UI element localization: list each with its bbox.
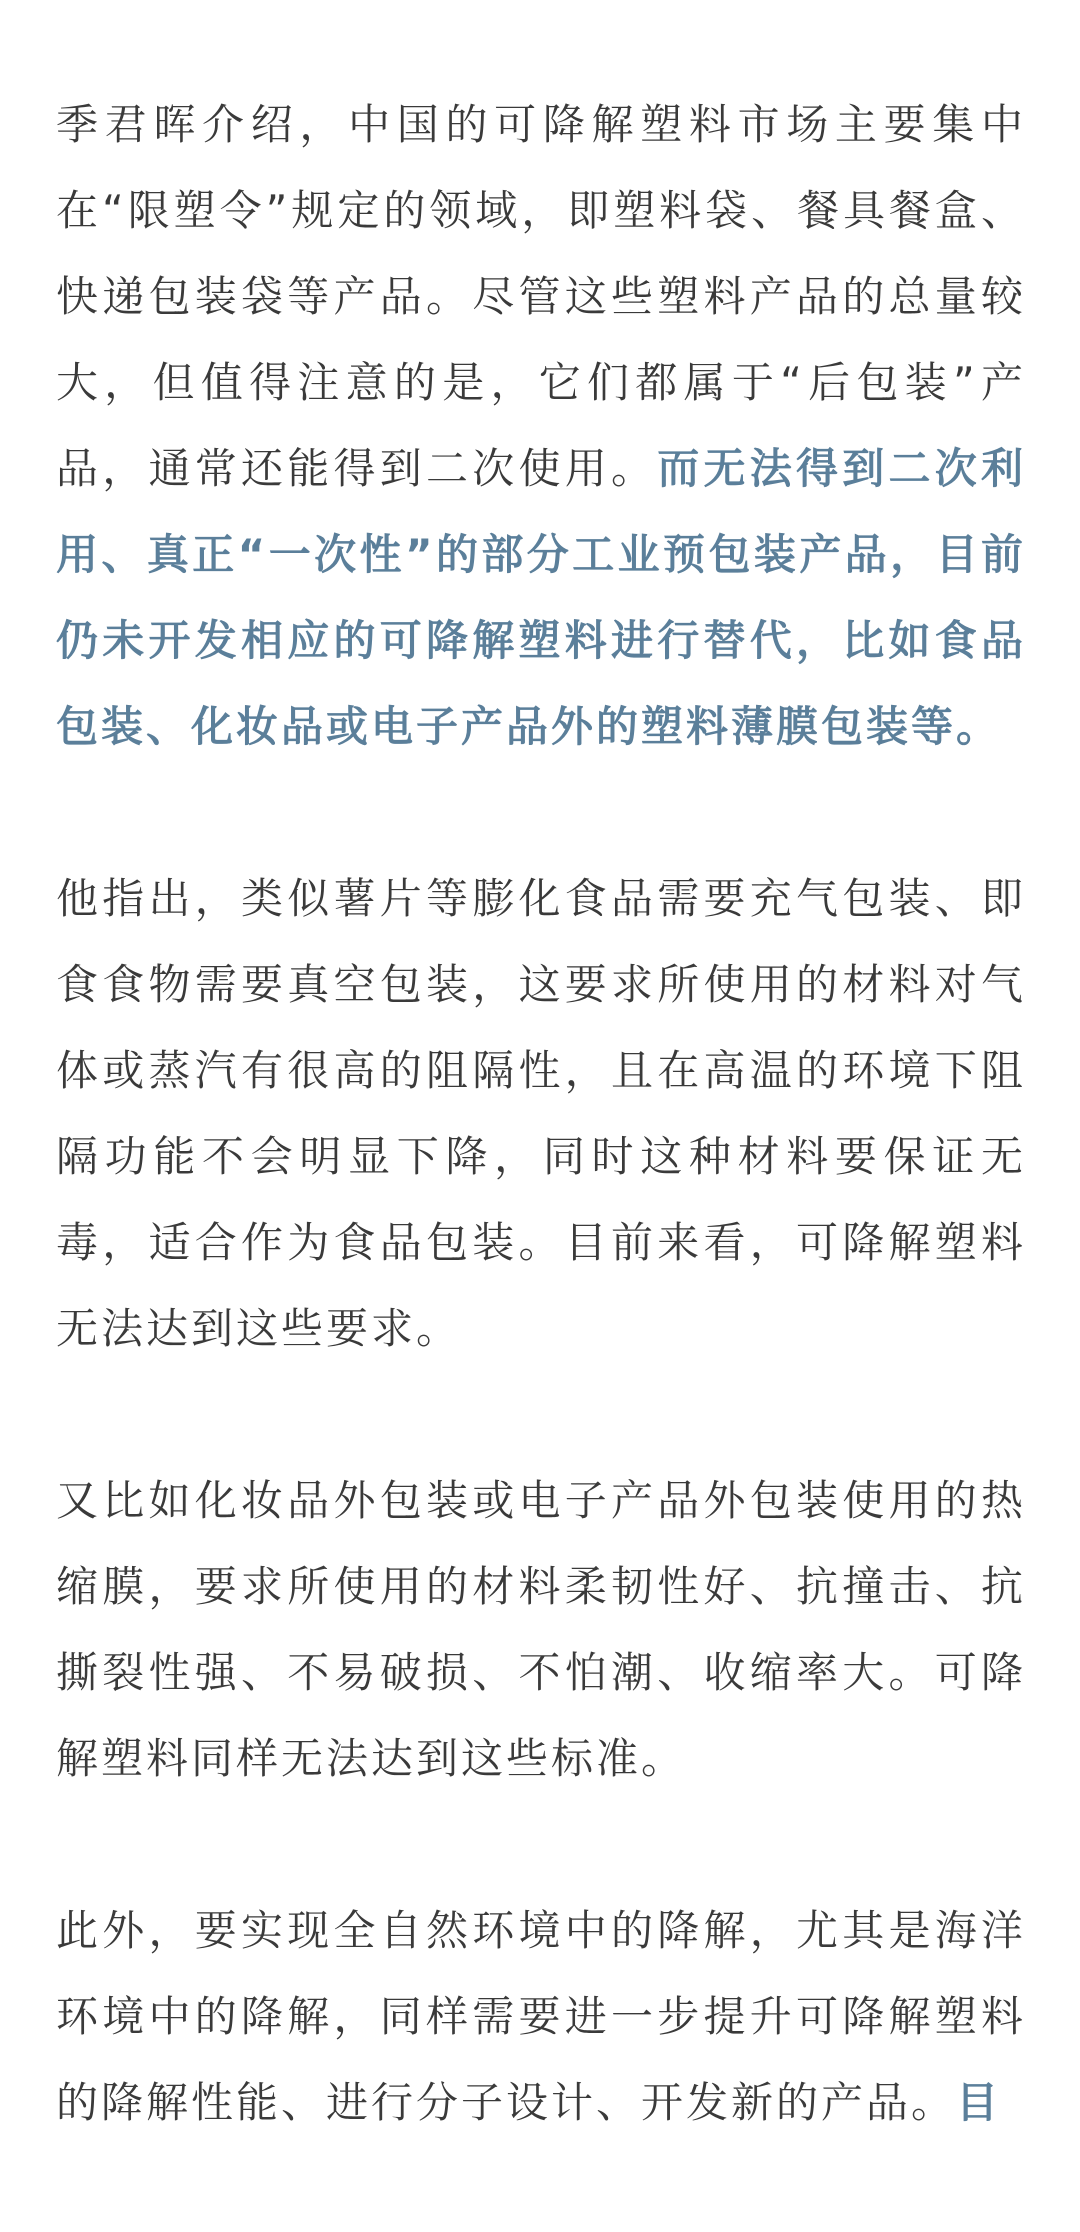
paragraph-4-text: 此外，要实现全自然环境中的降解，尤其是海洋环境中的降解，同样需要进一步提升可降解塑料的降解性能、进行分子设计、开发新的产品。 [56, 1906, 1026, 2127]
paragraph-2 [56, 856, 1026, 1372]
paragraph-3-text: 又比如化妆品外包装或电子产品外包装使用的热缩膜，要求所使用的材料柔韧性好、抗撞击、抗撕裂性强、不易破损、不怕潮、收缩率大。可降解塑料同样无法达到这些标准。 [56, 1476, 1026, 1783]
paragraph-1 [56, 82, 1026, 770]
paragraph-1-highlight: 而无法得到二次利用、真正“一次性”的部分工业预包装产品，目前仍未开发相应的可降解塑料进行替代，比如食品包装、化妆品或电子产品外的塑料薄膜包装等。 [56, 444, 1026, 751]
paragraph-4-highlight: 目 [956, 2078, 1002, 2127]
paragraph-3 [56, 1458, 1026, 1802]
paragraph-4 [56, 1888, 1026, 2146]
paragraph-2-text: 他指出，类似薯片等膨化食品需要充气包装、即食食物需要真空包装，这要求所使用的材料对气体或蒸汽有很高的阻隔性，且在高温的环境下阻隔功能不会明显下降，同时这种材料要保证无毒，适合作为食品包装。目前来看，可降解塑料无法达到这些要求。 [56, 874, 1026, 1353]
paragraph-1-text: 季君晖介绍，中国的可降解塑料市场主要集中在“限塑令”规定的领域，即塑料袋、餐具餐盒、快递包装袋等产品。尽管这些塑料产品的总量较大，但值得注意的是，它们都属于“后包装”产品，通常还能得到二次使用。 [56, 100, 1026, 493]
article-body [56, 82, 1026, 2232]
